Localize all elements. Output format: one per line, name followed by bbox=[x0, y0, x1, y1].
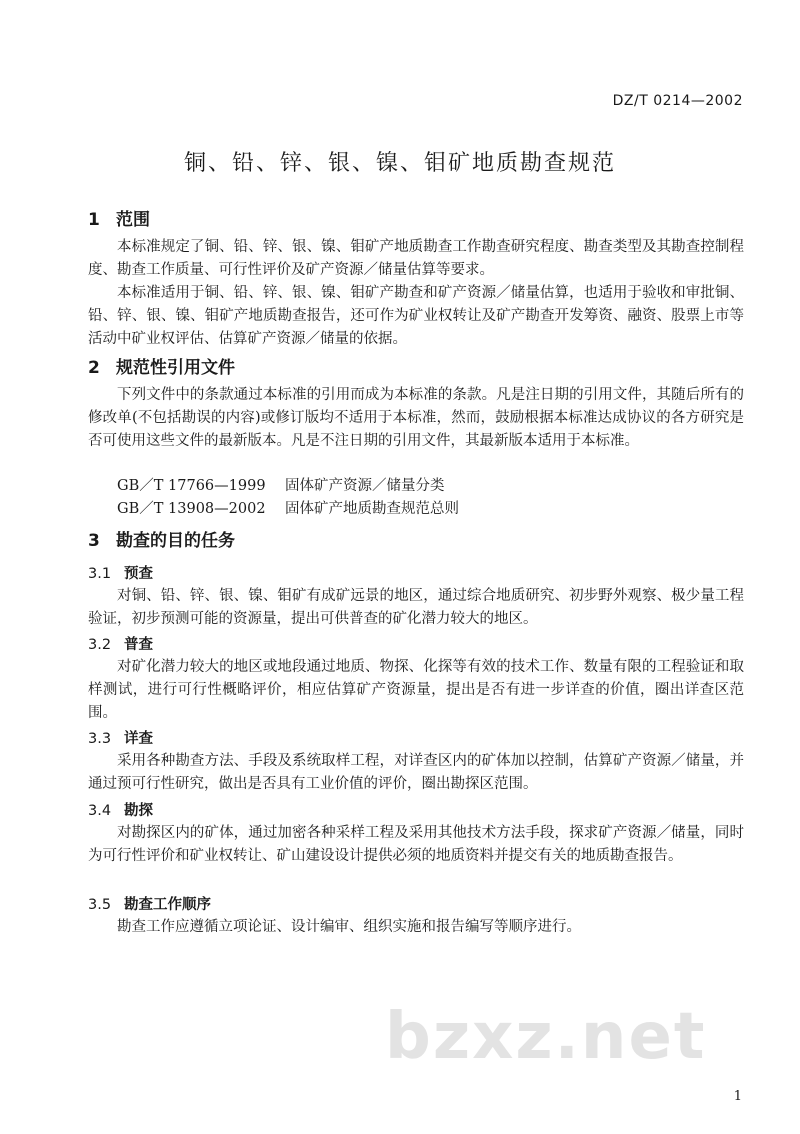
subsection-title: 勘查工作顺序 bbox=[124, 897, 211, 913]
reference-title: 固体矿产地质勘查规范总则 bbox=[285, 501, 459, 517]
subsection-title: 勘探 bbox=[124, 803, 153, 819]
reference-code: GB／T 13908—2002 bbox=[117, 501, 266, 517]
subsection-number: 3.4 bbox=[88, 803, 112, 819]
standard-code: DZ/T 0214—2002 bbox=[612, 93, 743, 109]
subsection-number: 3.3 bbox=[88, 731, 112, 747]
section-2-paragraph-1: 下列文件中的条款通过本标准的引用而成为本标准的条款。凡是注日期的引用文件，其随后所有的修改单(不包括勘误的内容)或修订版均不适用于本标准，然而，鼓励根据本标准达成协议的各方研究是否可使用这些文件的最新版本。凡是不注日期的引用文件，其最新版本适用于本标准。 bbox=[88, 387, 744, 449]
subsection-3-3-text: 采用各种勘查方法、手段及系统取样工程，对详查区内的矿体加以控制，估算矿产资源／储量，并通过预可行性研究，做出是否具有工业价值的评价，圈出勘探区范围。 bbox=[88, 753, 744, 792]
section-title: 勘查的目的任务 bbox=[116, 531, 235, 551]
section-title: 范围 bbox=[116, 210, 150, 230]
subsection-number: 3.1 bbox=[88, 566, 112, 582]
reference-item bbox=[117, 475, 445, 498]
section-1-heading bbox=[88, 205, 150, 230]
subsection-3-1-text: 对铜、铅、锌、银、镍、钼矿有成矿远景的地区，通过综合地质研究、初步野外观察、极少量工程验证，初步预测可能的资源量，提出可供普查的矿化潜力较大的地区。 bbox=[88, 588, 744, 627]
subsection-3-3-heading bbox=[88, 727, 153, 748]
subsection-title: 预查 bbox=[124, 566, 153, 582]
section-1-paragraph-1: 本标准规定了铜、铅、锌、银、镍、钼矿产地质勘查工作勘查研究程度、勘查类型及其勘查控制程度、勘查工作质量、可行性评价及矿产资源／储量估算等要求。 bbox=[88, 239, 744, 278]
reference-code: GB／T 17766—1999 bbox=[117, 478, 266, 494]
section-number: 3 bbox=[88, 531, 100, 551]
section-1-paragraph-2: 本标准适用于铜、铅、锌、银、镍、钼矿产勘查和矿产资源／储量估算，也适用于验收和审批铜、铅、锌、银、镍、钼矿产地质勘查报告，还可作为矿业权转让及矿产勘查开发筹资、融资、股票上市等活动中矿业权评估、估算矿产资源／储量的依据。 bbox=[88, 285, 744, 347]
subsection-3-5-heading bbox=[88, 893, 211, 914]
subsection-title: 详查 bbox=[124, 731, 153, 747]
subsection-3-4-text: 对勘探区内的矿体，通过加密各种采样工程及采用其他技术方法手段，探求矿产资源／储量，同时为可行性评价和矿业权转让、矿山建设设计提供必须的地质资料并提交有关的地质勘查报告。 bbox=[88, 825, 744, 864]
subsection-3-2-heading bbox=[88, 633, 153, 654]
subsection-number: 3.2 bbox=[88, 637, 112, 653]
section-number: 2 bbox=[88, 358, 100, 378]
subsection-3-1-heading bbox=[88, 562, 153, 583]
section-title: 规范性引用文件 bbox=[116, 358, 235, 378]
subsection-3-4-heading bbox=[88, 799, 153, 820]
subsection-3-5-text: 勘查工作应遵循立项论证、设计编审、组织实施和报告编写等顺序进行。 bbox=[117, 919, 581, 935]
section-number: 1 bbox=[88, 210, 100, 230]
section-2-heading bbox=[88, 353, 235, 378]
subsection-title: 普查 bbox=[124, 637, 153, 653]
page-number: 1 bbox=[733, 1089, 742, 1104]
reference-title: 固体矿产资源／储量分类 bbox=[285, 478, 445, 494]
watermark: bzxz.net bbox=[385, 1000, 707, 1074]
section-3-heading bbox=[88, 526, 235, 551]
document-title: 铜、铅、锌、银、镍、钼矿地质勘查规范 bbox=[183, 151, 616, 176]
subsection-3-2-text: 对矿化潜力较大的地区或地段通过地质、物探、化探等有效的技术工作、数量有限的工程验证和取样测试，进行可行性概略评价，相应估算矿产资源量，提出是否有进一步详查的价值，圈出详查区范围。 bbox=[88, 659, 744, 721]
subsection-number: 3.5 bbox=[88, 897, 112, 913]
reference-item bbox=[117, 498, 459, 521]
